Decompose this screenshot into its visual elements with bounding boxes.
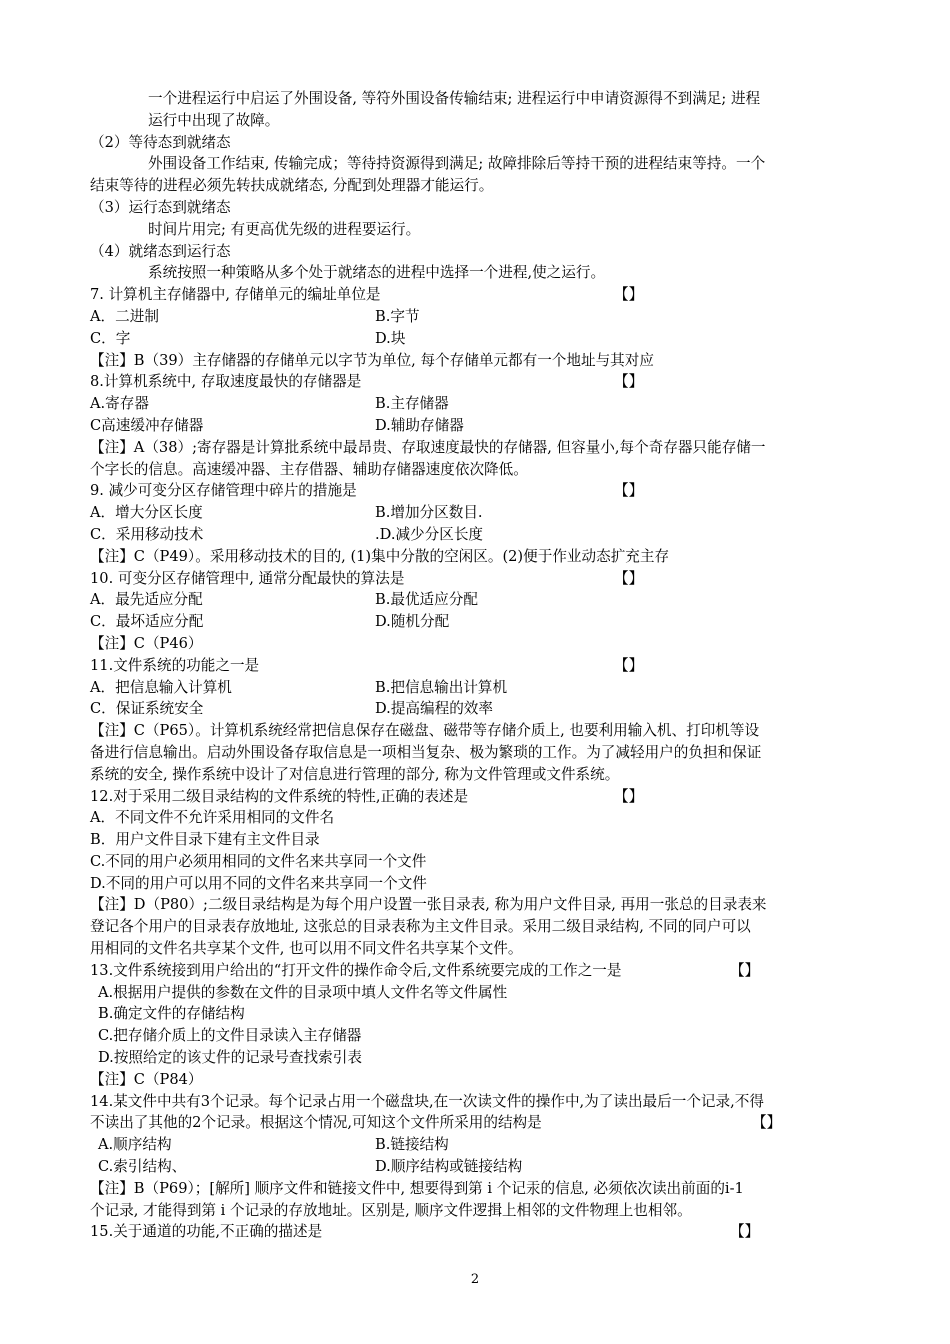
answer-bracket: 【】 bbox=[752, 1114, 782, 1132]
answer-bracket: 【】 bbox=[614, 569, 644, 587]
option-a: A.寄存器 bbox=[90, 395, 149, 413]
option-d: D.随机分配 bbox=[375, 613, 450, 631]
section-heading: （2）等待态到就绪态 bbox=[90, 133, 231, 151]
option-c: C.把存储介质上的文件目录读入主存储器 bbox=[98, 1027, 362, 1045]
answer-bracket: 【】 bbox=[614, 373, 644, 391]
option-a: A.根据用户提供的参数在文件的目录项中填人文件名等文件属性 bbox=[98, 983, 508, 1001]
question-stem: 13.文件系统接到用户给出的“打开文件的操作命令后,文件系统要完成的工作之一是 bbox=[90, 961, 622, 979]
answer-bracket: 【】 bbox=[614, 482, 644, 500]
answer-note: 【注】C（P84） bbox=[90, 1070, 203, 1088]
question-15 bbox=[90, 1221, 862, 1243]
question-7 bbox=[90, 284, 862, 306]
option-c: C．最坏适应分配 bbox=[90, 613, 204, 631]
option-a: A.顺序结构 bbox=[98, 1136, 172, 1154]
section-heading: （4）就绪态到运行态 bbox=[90, 242, 231, 260]
option-d: D.块 bbox=[375, 329, 406, 347]
option-c: C．保证系统安全 bbox=[90, 700, 204, 718]
option-b: B.把信息输出计算机 bbox=[375, 678, 508, 696]
option-a: A．增大分区长度 bbox=[90, 504, 203, 522]
answer-note: 【注】A（38）;寄存器是计算批系统中最昂贵、存取速度最快的存储器, 但容量小,每个奇存器只能存储一 bbox=[90, 438, 766, 456]
text-line: 一个进程运行中启运了外围设备, 等符外围设备传输结束; 进程运行中申请资源得不到满足; 进程 bbox=[148, 90, 761, 107]
option-c: C.不同的用户必须用相同的文件名来共享同一个文件 bbox=[90, 852, 427, 870]
option-c: C．采用移动技术 bbox=[90, 525, 204, 543]
option-a: A．不同文件不允许采用相同的文件名 bbox=[90, 809, 335, 827]
answer-note: 【注】B（39）主存储器的存储单元以字节为单位, 每个存储单元都有一个地址与其对应 bbox=[90, 351, 654, 369]
question-14: 14.某文件中共有3个记录。每个记录占用一个磁盘块,在一次读文件的操作中,为了读出最后一个记录,不得 bbox=[90, 1092, 764, 1110]
option-d: D.辅助存储器 bbox=[375, 416, 464, 434]
option-d: D.提高编程的效率 bbox=[375, 700, 493, 718]
option-c: C高速缓冲存储器 bbox=[90, 416, 204, 434]
question-13 bbox=[90, 960, 862, 982]
option-b: B．用户文件目录下建有主文件目录 bbox=[90, 831, 320, 849]
question-stem: 10. 可变分区存储管理中, 通常分配最快的算法是 bbox=[90, 569, 405, 587]
option-d: D.不同的用户可以用不同的文件名来共享同一个文件 bbox=[90, 874, 427, 892]
answer-note: 登记各个用户的目录表存放地址, 这张总的目录表称为主文件目录。采用二级目录结构, 不同的同户可以 bbox=[90, 918, 751, 936]
section-heading: （3）运行态到就绪态 bbox=[90, 198, 231, 216]
question-12 bbox=[90, 786, 862, 808]
option-a: A．把信息输入计算机 bbox=[90, 678, 232, 696]
question-9 bbox=[90, 480, 862, 502]
question-stem: 8.计算机系统中, 存取速度最快的存储器是 bbox=[90, 373, 362, 391]
answer-note: 系统的安全, 操作系统中设计了对信息进行管理的部分, 称为文件管理或文件系统。 bbox=[90, 765, 620, 783]
answer-bracket: 【】 bbox=[614, 787, 644, 805]
answer-bracket: 【】 bbox=[614, 286, 644, 304]
text-line: 时间片用完; 有更高优先级的进程要运行。 bbox=[148, 220, 421, 238]
option-d: D.顺序结构或链接结构 bbox=[375, 1158, 523, 1176]
answer-note: 个记录, 才能得到第 i 个记录的存放地址。区别是, 顺序文件逻揖上相邻的文件物理上也相邻。 bbox=[90, 1201, 692, 1219]
option-c: C．字 bbox=[90, 329, 131, 347]
option-d: D.按照给定的该丈件的记录号查找索引表 bbox=[98, 1049, 362, 1067]
option-d: .D.减少分区长度 bbox=[375, 525, 484, 543]
text-line: 结束等待的进程必须先转扶成就绪态, 分配到处理器才能运行。 bbox=[90, 177, 494, 195]
option-b: B.最优适应分配 bbox=[375, 591, 478, 609]
answer-note: 【注】C（P65）。计算机系统经常把信息保存在磁盘、磁带等存储介质上, 也要利用输入机、打印机等设 bbox=[90, 722, 760, 740]
option-a: A．最先适应分配 bbox=[90, 591, 203, 609]
question-stem: 9. 减少可变分区存储管理中碎片的措施是 bbox=[90, 482, 357, 500]
option-c: C.索引结构、 bbox=[98, 1158, 187, 1176]
text-line: 运行中出现了故障。 bbox=[148, 111, 280, 129]
option-b: B.增加分区数目. bbox=[375, 504, 483, 522]
option-b: B.链接结构 bbox=[375, 1136, 449, 1154]
question-10 bbox=[90, 568, 862, 590]
page-number: 2 bbox=[470, 1272, 480, 1287]
question-stem: 15.关于通道的功能,不正确的描述是 bbox=[90, 1223, 323, 1241]
answer-note: 【注】B（P69）；[解所] 顺序文件和链接文件中, 想要得到第 i 个记汞的信息, 必须依次读出前面的i-1 bbox=[90, 1179, 744, 1197]
option-a: A．二进制 bbox=[90, 307, 159, 325]
answer-note: 【注】C（P49）。采用移动技术的目的, (1)集中分散的空闲区。(2)便于作业动态扩充主存 bbox=[90, 547, 670, 565]
question-14-cont bbox=[90, 1112, 862, 1134]
text-line: 外围设备工作结束, 传输完成；等待持资源得到满足; 故障排除后等持干预的进程结束等持。一个 bbox=[148, 155, 766, 173]
document-body bbox=[90, 88, 862, 1243]
option-b: B.字节 bbox=[375, 307, 420, 325]
answer-note: 用相同的文件名共享某个文件, 也可以用不同文件名共享某个文件。 bbox=[90, 940, 523, 958]
answer-bracket: 【】 bbox=[614, 656, 644, 674]
question-stem: 7. 计算机主存储器中, 存储单元的编址单位是 bbox=[90, 286, 381, 304]
question-11 bbox=[90, 655, 862, 677]
answer-note: 个字长的信息。高速缓冲器、主存借器、辅助存储器速度依次降低。 bbox=[90, 460, 528, 478]
answer-bracket: 【】 bbox=[730, 961, 760, 979]
answer-note: 【注】C（P46） bbox=[90, 634, 203, 652]
question-stem: 12.对于采用二级目录结构的文件系统的特性,正确的表述是 bbox=[90, 787, 469, 805]
option-b: B.主存储器 bbox=[375, 395, 449, 413]
answer-note: 备进行信息输出。启动外围设备存取信息是一项相当复杂、极为繁琐的工作。为了减轻用户的负担和保证 bbox=[90, 743, 762, 761]
text-line: 系统按照一种策略从多个处于就绪态的进程中选择一个进程,使之运行。 bbox=[148, 264, 606, 282]
question-stem: 不读出了其他的2个记录。根据这个情况,可知这个文件所采用的结构是 bbox=[90, 1114, 542, 1132]
question-8 bbox=[90, 371, 862, 393]
answer-note: 【注】D（P80）;二级目录结构是为每个用户设置一张目录表, 称为用户文件目录, 再用一张总的目录表来 bbox=[90, 896, 767, 914]
option-b: B.确定文件的存储结构 bbox=[98, 1005, 245, 1023]
answer-bracket: 【】 bbox=[730, 1223, 760, 1241]
question-stem: 11.文件系统的功能之一是 bbox=[90, 656, 260, 674]
